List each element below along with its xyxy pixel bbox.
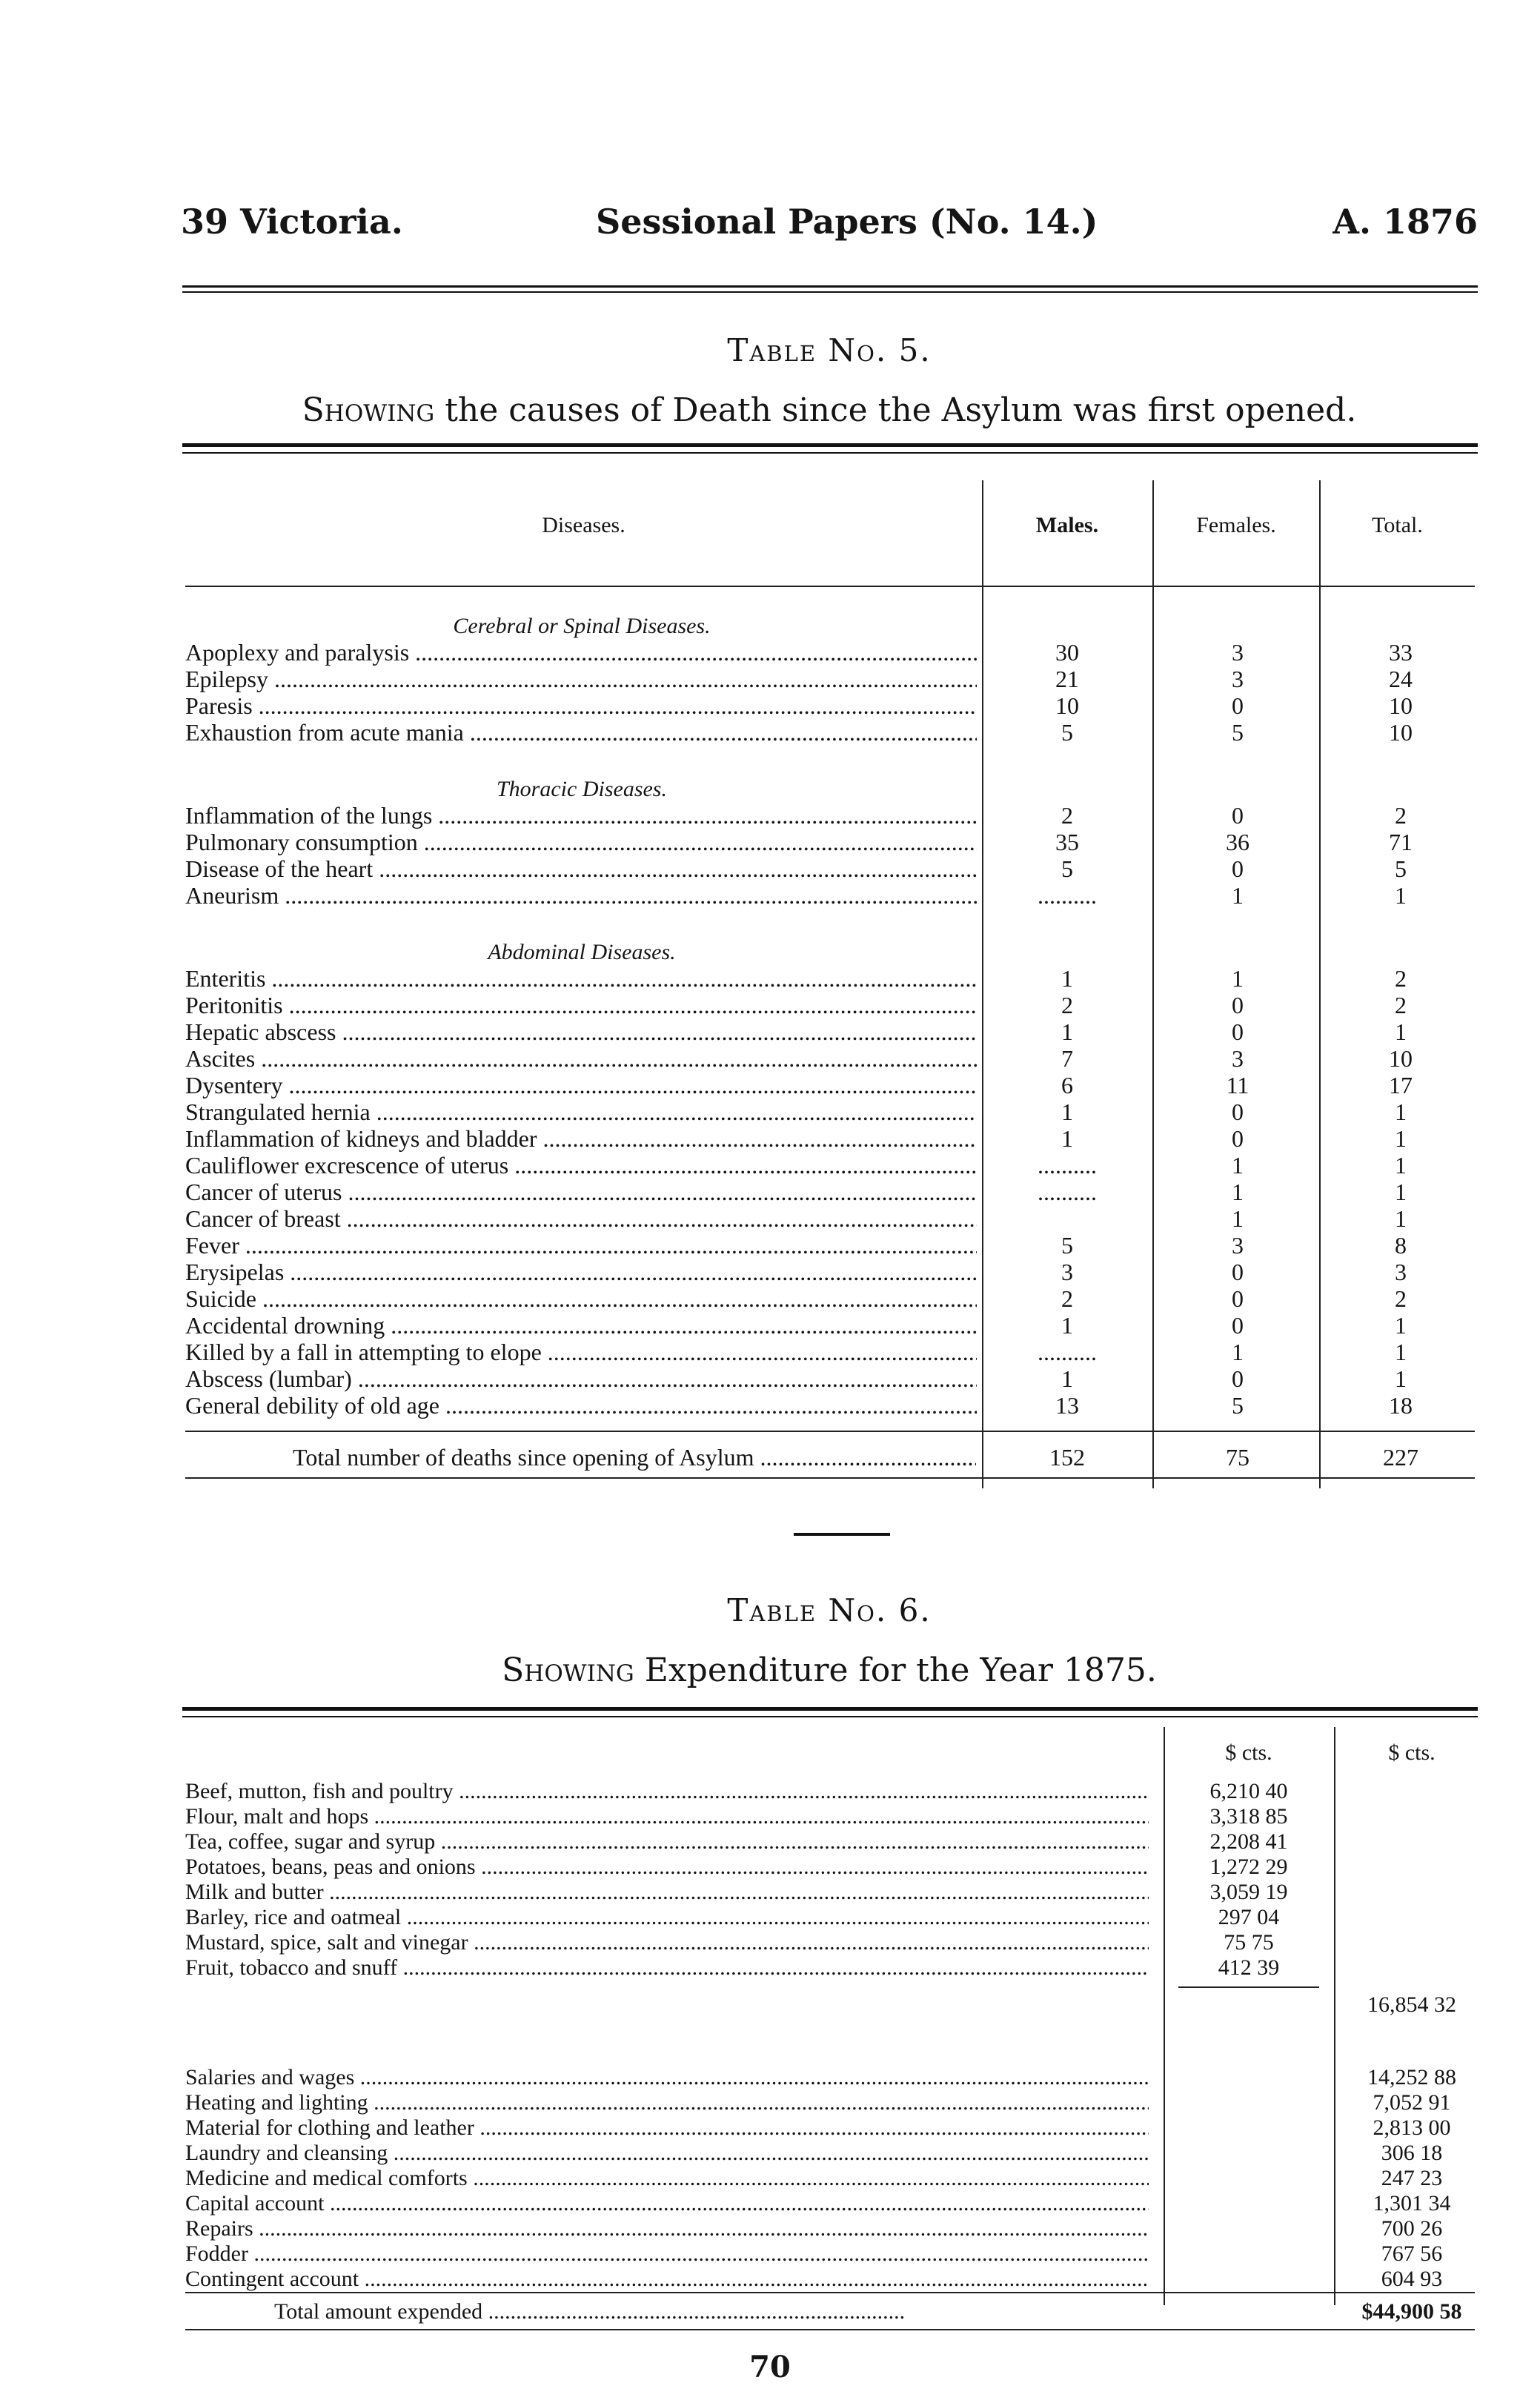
females-count: 0	[1232, 1259, 1244, 1285]
table-row	[185, 1312, 1475, 1339]
total-count: 1	[1395, 1365, 1407, 1392]
expense-name: Laundry and cleansing .....	[185, 2141, 1149, 2166]
males-count: 5	[1061, 855, 1073, 882]
table-row	[185, 1205, 1475, 1232]
females-count: 0	[1232, 1365, 1244, 1392]
table6-top-rule-2	[182, 1716, 1478, 1717]
table6-top-rule	[182, 1707, 1478, 1711]
total-count: 17	[1389, 1072, 1413, 1098]
table-row	[185, 1285, 1475, 1312]
t5-total-total: 227	[1383, 1444, 1418, 1471]
total-count: 2	[1395, 802, 1407, 829]
expense-amount: 1,272 29	[1209, 1855, 1288, 1879]
table-row	[185, 802, 1475, 829]
expense-amount: 767 56	[1381, 2241, 1443, 2266]
table-row	[185, 1905, 1475, 1930]
disease-name: Fever .....	[185, 1232, 977, 1259]
table-row	[185, 639, 1475, 666]
females-count: 3	[1232, 666, 1244, 692]
total-count: 1	[1395, 882, 1407, 909]
males-count: 6	[1061, 1072, 1073, 1098]
table-row	[185, 855, 1475, 882]
total-count: 1	[1395, 1312, 1407, 1339]
table-row	[185, 2166, 1475, 2191]
disease-name: Abscess (lumbar) .....	[185, 1365, 977, 1393]
t6-total-row	[185, 2299, 1475, 2326]
table5-title: Table No. 5.	[727, 332, 932, 368]
total-count: 1	[1395, 1179, 1407, 1205]
table-row	[185, 992, 1475, 1018]
total-count: 3	[1395, 1259, 1407, 1285]
expense-amount: 604 93	[1381, 2267, 1443, 2291]
males-count: 3	[1061, 1259, 1073, 1285]
males-count: 1	[1061, 1018, 1073, 1045]
disease-name: Hepatic abscess .....	[185, 1018, 977, 1046]
total-count: 2	[1395, 992, 1407, 1018]
males-count: ..........	[1038, 1179, 1097, 1205]
females-count: 0	[1232, 1018, 1244, 1045]
total-count: 33	[1389, 639, 1413, 666]
table-row	[185, 1232, 1475, 1259]
females-count: 0	[1232, 802, 1244, 829]
table-row	[185, 1179, 1475, 1205]
disease-name: Suicide .....	[185, 1285, 977, 1313]
females-count: 5	[1232, 719, 1244, 746]
males-count: 10	[1055, 692, 1079, 719]
disease-name: Strangulated hernia .....	[185, 1098, 977, 1126]
table-row	[185, 1339, 1475, 1365]
t5-total-females: 75	[1226, 1444, 1249, 1471]
expense-amount: 1,301 34	[1373, 2191, 1451, 2216]
total-count: 18	[1389, 1392, 1413, 1419]
table-row	[185, 1829, 1475, 1855]
t5-head-diseases: Diseases.	[542, 513, 625, 537]
t6-subtotal-rule	[1178, 1986, 1319, 1988]
expense-name: Fodder .....	[185, 2241, 1149, 2267]
males-count: ..........	[1038, 1339, 1097, 1365]
females-count: 1	[1232, 1152, 1244, 1179]
disease-name: Pulmonary consumption .....	[185, 829, 977, 856]
females-count: 1	[1232, 1179, 1244, 1205]
disease-name: Cancer of uterus .....	[185, 1179, 977, 1206]
expense-name: Material for clothing and leather .....	[185, 2115, 1149, 2141]
females-count: 3	[1232, 1232, 1244, 1259]
disease-name: Cauliflower excrescence of uterus .....	[185, 1152, 977, 1179]
table-row	[185, 1855, 1475, 1880]
disease-name: Cancer of breast .....	[185, 1205, 977, 1233]
total-count: 1	[1395, 1339, 1407, 1365]
disease-name: Killed by a fall in attempting to elope .....	[185, 1339, 977, 1366]
table-row	[185, 1365, 1475, 1392]
males-count: 21	[1055, 666, 1079, 692]
t5-total-males: 152	[1049, 1444, 1085, 1471]
table5-top-rule	[182, 443, 1478, 447]
disease-name: Inflammation of the lungs .....	[185, 802, 977, 829]
table-row	[185, 1779, 1475, 1804]
expense-name: Capital account .....	[185, 2191, 1149, 2216]
total-count: 8	[1395, 1232, 1407, 1259]
expense-name: Tea, coffee, sugar and syrup .....	[185, 1829, 1149, 1855]
table6-subtitle	[181, 1651, 1478, 1689]
header-year: A. 1876	[1332, 202, 1478, 242]
section-divider	[794, 1533, 890, 1536]
males-count: 1	[1061, 1125, 1073, 1152]
t6-head-col2: $ cts.	[1388, 1740, 1436, 1765]
males-count: 1	[1061, 965, 1073, 992]
t5-section-heading: Cerebral or Spinal Diseases.	[453, 614, 711, 638]
table-row	[185, 2191, 1475, 2216]
table5-subtitle-rest: the causes of Death since the Asylum was first opened.	[434, 391, 1357, 429]
males-count: 2	[1061, 992, 1073, 1018]
disease-name: Erysipelas .....	[185, 1259, 977, 1286]
disease-name: General debility of old age .....	[185, 1392, 977, 1419]
females-count: 0	[1232, 1098, 1244, 1125]
disease-name: Inflammation of kidneys and bladder .....	[185, 1125, 977, 1153]
males-count: 5	[1061, 1232, 1073, 1259]
table-row	[185, 829, 1475, 855]
females-count: 0	[1232, 992, 1244, 1018]
females-count: 0	[1232, 1125, 1244, 1152]
t5-section-heading: Abdominal Diseases.	[488, 940, 676, 964]
males-count: 35	[1055, 829, 1079, 855]
total-count: 1	[1395, 1098, 1407, 1125]
expense-name: Salaries and wages .....	[185, 2065, 1149, 2090]
expense-amount: 3,318 85	[1209, 1804, 1288, 1829]
males-count: ..........	[1038, 882, 1097, 909]
disease-name: Aneurism .....	[185, 882, 977, 909]
table-row	[185, 1098, 1475, 1125]
t5-head-females: Females.	[1196, 513, 1276, 537]
table6-expenditure	[185, 1727, 1475, 2327]
table-row	[185, 1955, 1475, 1981]
expense-amount: 7,052 91	[1373, 2090, 1451, 2115]
females-count: 0	[1232, 692, 1244, 719]
females-count: 1	[1232, 1205, 1244, 1232]
total-count: 10	[1389, 692, 1413, 719]
table-row	[185, 1880, 1475, 1905]
males-count: 2	[1061, 802, 1073, 829]
total-count: 71	[1389, 829, 1413, 855]
table-row	[185, 2065, 1475, 2090]
females-count: 1	[1232, 882, 1244, 909]
expense-name: Contingent account .....	[185, 2267, 1149, 2292]
header-rule-2	[182, 291, 1478, 293]
expense-amount: 6,210 40	[1209, 1779, 1288, 1803]
males-count: ..........	[1038, 1152, 1097, 1179]
t6-total-rule	[185, 2292, 1475, 2293]
table-row	[185, 1072, 1475, 1098]
t6-head-col1: $ cts.	[1225, 1740, 1272, 1765]
expense-name: Barley, rice and oatmeal .....	[185, 1905, 1149, 1930]
table-row	[185, 882, 1475, 909]
females-count: 0	[1232, 1312, 1244, 1339]
page-header	[181, 202, 1478, 261]
expense-amount: 75 75	[1224, 1930, 1274, 1955]
expense-amount: 14,252 88	[1367, 2065, 1456, 2089]
disease-name: Epilepsy .....	[185, 666, 977, 693]
total-count: 1	[1395, 1125, 1407, 1152]
table-row	[185, 1259, 1475, 1285]
disease-name: Ascites .....	[185, 1045, 977, 1073]
expense-amount: 700 26	[1381, 2216, 1443, 2241]
total-count: 2	[1395, 1285, 1407, 1312]
expense-name: Mustard, spice, salt and vinegar .....	[185, 1930, 1149, 1955]
total-count: 2	[1395, 965, 1407, 992]
total-count: 24	[1389, 666, 1413, 692]
disease-name: Paresis .....	[185, 692, 977, 720]
expense-name: Milk and butter .....	[185, 1880, 1149, 1905]
t5-section-heading: Thoracic Diseases.	[497, 777, 667, 801]
expense-amount: 2,813 00	[1373, 2115, 1451, 2140]
disease-name: Peritonitis .....	[185, 992, 977, 1019]
table-row	[185, 2216, 1475, 2241]
total-count: 10	[1389, 719, 1413, 746]
males-count: 30	[1055, 639, 1079, 666]
table-row	[185, 1152, 1475, 1179]
table-row	[185, 1125, 1475, 1152]
expense-amount: 3,059 19	[1209, 1880, 1288, 1904]
males-count: 5	[1061, 719, 1073, 746]
t5-bottom-rule	[185, 1477, 1475, 1479]
disease-name: Disease of the heart .....	[185, 855, 977, 883]
table-row	[185, 1804, 1475, 1829]
table-row	[185, 666, 1475, 692]
total-count: 1	[1395, 1152, 1407, 1179]
table-row	[185, 2267, 1475, 2292]
t5-head-rule	[185, 586, 1475, 587]
expense-amount: 297 04	[1218, 1905, 1280, 1929]
table-row	[185, 692, 1475, 719]
table-row	[185, 1930, 1475, 1955]
expense-name: Repairs .....	[185, 2216, 1149, 2241]
expense-amount: 247 23	[1381, 2166, 1443, 2190]
table5-subtitle	[181, 391, 1478, 429]
header-papers: Sessional Papers (No. 14.)	[596, 202, 1098, 242]
t5-head-males: Males.	[1035, 513, 1099, 537]
table-row	[185, 1392, 1475, 1419]
females-count: 5	[1232, 1392, 1244, 1419]
table-row	[185, 2241, 1475, 2267]
header-rule	[182, 285, 1478, 288]
expense-name: Medicine and medical comforts .....	[185, 2166, 1149, 2191]
expense-amount: 412 39	[1218, 1955, 1280, 1980]
table-row	[185, 1045, 1475, 1072]
expense-name: Beef, mutton, fish and poultry .....	[185, 1779, 1149, 1804]
t5-head-total: Total.	[1372, 513, 1423, 537]
page-number: 70	[749, 2350, 791, 2385]
table-row	[185, 719, 1475, 746]
females-count: 1	[1232, 1339, 1244, 1365]
table5-subtitle-lead: Showing	[302, 391, 435, 429]
table5-causes-of-death	[185, 480, 1475, 1496]
header-session: 39 Victoria.	[181, 202, 403, 242]
table6-subtitle-rest: Expenditure for the Year 1875.	[634, 1651, 1157, 1689]
disease-name: Dysentery .....	[185, 1072, 977, 1099]
table-row	[185, 2090, 1475, 2115]
t5-total-rule	[185, 1431, 1475, 1432]
males-count: 1	[1061, 1365, 1073, 1392]
females-count: 3	[1232, 639, 1244, 666]
total-count: 1	[1395, 1205, 1407, 1232]
total-count: 5	[1395, 855, 1407, 882]
t6-total-amount: $44,900 58	[1361, 2299, 1462, 2324]
provisions-subtotal: 16,854 32	[1367, 1992, 1456, 2017]
males-count: 2	[1061, 1285, 1073, 1312]
total-count: 10	[1389, 1045, 1413, 1072]
females-count: 3	[1232, 1045, 1244, 1072]
males-count: 1	[1061, 1312, 1073, 1339]
expense-name: Flour, malt and hops .....	[185, 1804, 1149, 1829]
males-count: 1	[1061, 1098, 1073, 1125]
t5-total-label: Total number of deaths since opening of Asylum .....	[293, 1444, 976, 1471]
females-count: 36	[1226, 829, 1249, 855]
expense-amount: 2,208 41	[1209, 1829, 1288, 1854]
table-row	[185, 1018, 1475, 1045]
males-count: 7	[1061, 1045, 1073, 1072]
females-count: 1	[1232, 965, 1244, 992]
expense-amount: 306 18	[1381, 2141, 1443, 2165]
disease-name: Enteritis .....	[185, 965, 977, 992]
total-count: 1	[1395, 1018, 1407, 1045]
table5-top-rule-2	[182, 452, 1478, 454]
females-count: 0	[1232, 855, 1244, 882]
expense-name: Heating and lighting .....	[185, 2090, 1149, 2115]
disease-name: Exhaustion from acute mania .....	[185, 719, 977, 746]
expense-name: Potatoes, beans, peas and onions .....	[185, 1855, 1149, 1880]
table-row	[185, 2115, 1475, 2141]
males-count: 13	[1055, 1392, 1079, 1419]
table6-title: Table No. 6.	[727, 1592, 932, 1628]
expense-name: Fruit, tobacco and snuff .....	[185, 1955, 1149, 1981]
table-row	[185, 2141, 1475, 2166]
disease-name: Apoplexy and paralysis .....	[185, 639, 977, 666]
disease-name: Accidental drowning .....	[185, 1312, 977, 1339]
table6-subtitle-lead: Showing	[502, 1651, 634, 1689]
table-row	[185, 965, 1475, 992]
t6-bottom-rule	[185, 2329, 1475, 2330]
t5-total-row	[185, 1444, 1475, 1474]
females-count: 0	[1232, 1285, 1244, 1312]
t6-total-label: Total amount expended .....	[274, 2299, 1149, 2324]
females-count: 11	[1226, 1072, 1249, 1098]
